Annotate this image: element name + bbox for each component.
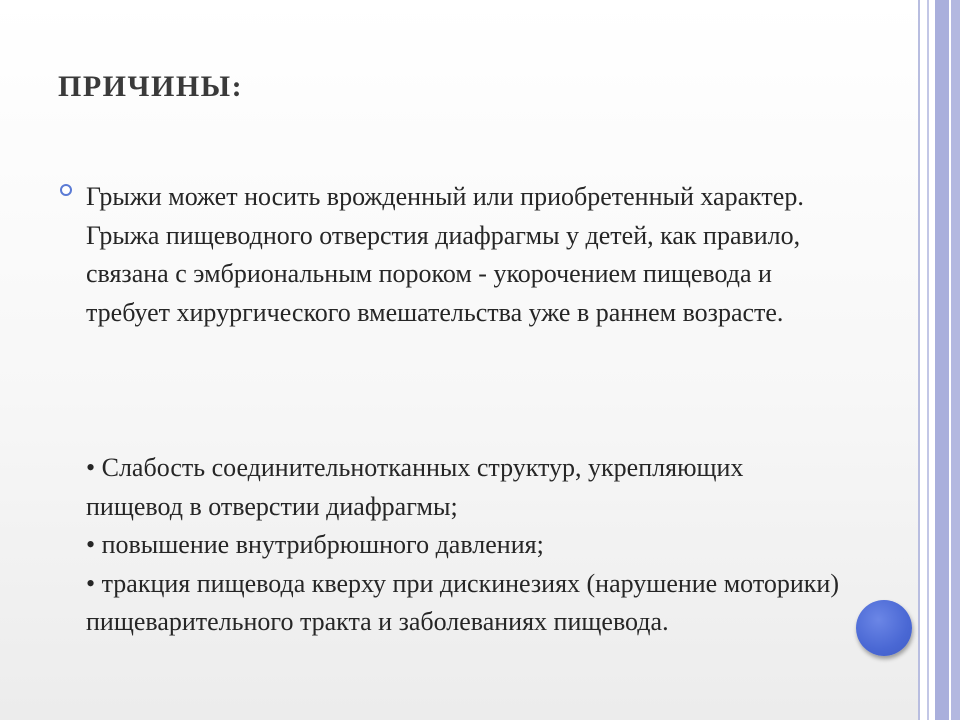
bullet-circle-icon [60,184,72,196]
stripe [951,0,960,720]
stripe [935,0,949,720]
decorative-side-stripes [918,0,960,720]
body-paragraph: Грыжи может носить врожденный или приобретенный характер. Грыжа пищеводного отверстия диафрагмы у детей, как правило, связана с эмбриональным пороком - укорочением пищевода и требует хирургического вмешательства уже в раннем возрасте. [86,182,804,327]
causes-list [86,449,846,642]
stripe [920,0,927,720]
list-item: • тракция пищевода кверху при дискинезиях (нарушение моторики) пищеварительного тракта и заболеваниях пищевода. [86,568,839,636]
list-item: • повышение внутрибрюшного давления; [86,530,544,559]
decorative-circle-icon [856,600,912,656]
list-item: • Слабость соединительнотканных структур, укрепляющих пищевод в отверстии диафрагмы; [86,453,744,521]
slide-title: ПРИЧИНЫ: [58,70,244,103]
